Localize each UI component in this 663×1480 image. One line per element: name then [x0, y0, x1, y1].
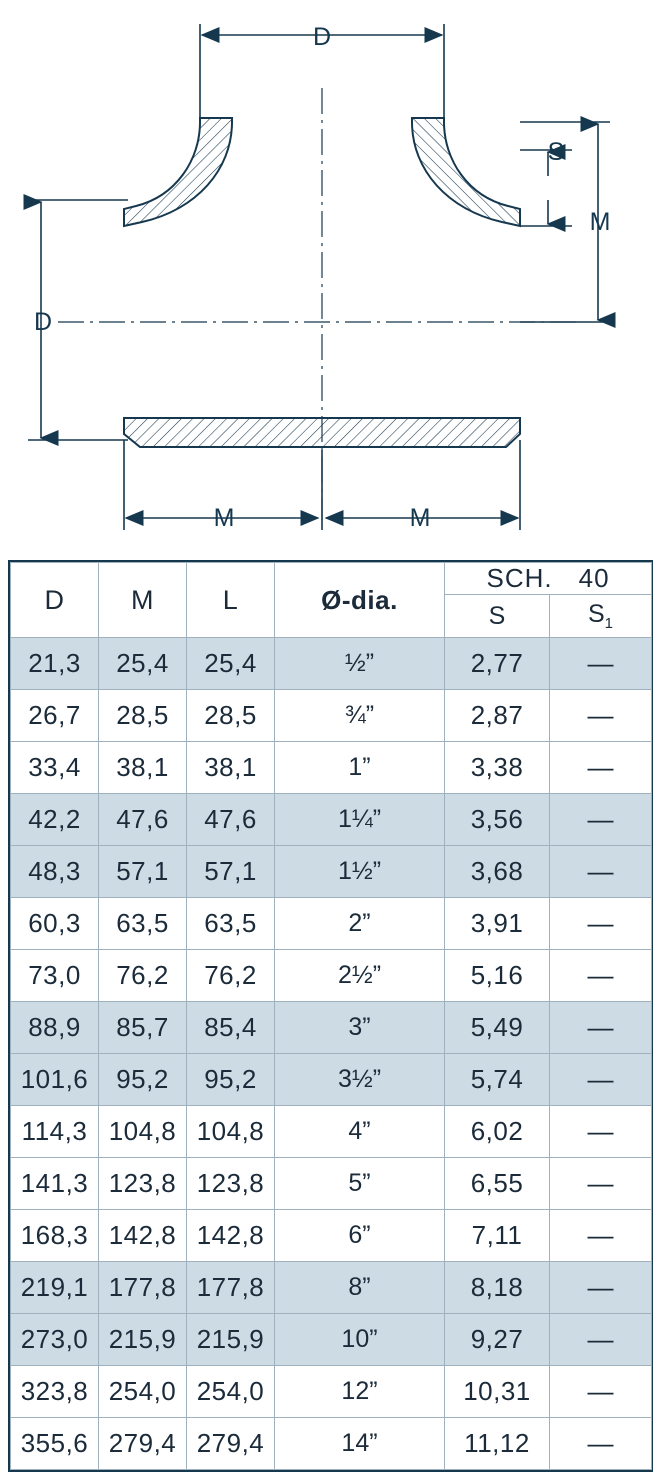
cell-m: 63,5 [99, 898, 187, 950]
label-d-left: D [33, 308, 53, 336]
cell-m: 57,1 [99, 846, 187, 898]
cell-s1: — [550, 638, 652, 690]
table-row [11, 638, 652, 690]
cell-s1: — [550, 794, 652, 846]
cell-d: 219,1 [11, 1262, 99, 1314]
cell-s1: — [550, 1158, 652, 1210]
cell-s: 3,91 [445, 898, 550, 950]
cell-diameter: ½” [275, 638, 445, 690]
table-row [11, 1106, 652, 1158]
cell-l: 76,2 [187, 950, 275, 1002]
cell-s1: — [550, 1262, 652, 1314]
header-s1-sub: 1 [604, 615, 614, 632]
cell-s: 5,16 [445, 950, 550, 1002]
label-m-bottom-left: M [213, 504, 235, 532]
cell-m: 85,7 [99, 1002, 187, 1054]
cell-s1: — [550, 1054, 652, 1106]
cell-d: 48,3 [11, 846, 99, 898]
cell-s: 2,77 [445, 638, 550, 690]
table-row [11, 950, 652, 1002]
cell-s1: — [550, 1106, 652, 1158]
cell-m: 279,4 [99, 1418, 187, 1470]
cell-l: 95,2 [187, 1054, 275, 1106]
header-s: S [445, 595, 550, 638]
header-m: M [99, 563, 187, 638]
header-schedule-word: SCH. [486, 563, 553, 593]
cell-l: 57,1 [187, 846, 275, 898]
cell-m: 95,2 [99, 1054, 187, 1106]
header-l: L [187, 563, 275, 638]
table-row [11, 1054, 652, 1106]
cell-d: 101,6 [11, 1054, 99, 1106]
cell-s: 3,56 [445, 794, 550, 846]
cell-s: 10,31 [445, 1366, 550, 1418]
cell-l: 123,8 [187, 1158, 275, 1210]
cell-d: 323,8 [11, 1366, 99, 1418]
cell-d: 21,3 [11, 638, 99, 690]
cell-d: 273,0 [11, 1314, 99, 1366]
table-row [11, 1002, 652, 1054]
cell-s1: — [550, 1418, 652, 1470]
cell-s: 3,68 [445, 846, 550, 898]
header-s1-main: S [587, 600, 605, 628]
cell-l: 279,4 [187, 1418, 275, 1470]
table-row [11, 1418, 652, 1470]
tee-fitting-svg [0, 0, 663, 556]
cell-l: 215,9 [187, 1314, 275, 1366]
cell-d: 141,3 [11, 1158, 99, 1210]
table-row [11, 898, 652, 950]
cell-m: 177,8 [99, 1262, 187, 1314]
cell-diameter: 3½” [275, 1054, 445, 1106]
table-row [11, 1314, 652, 1366]
cell-l: 85,4 [187, 1002, 275, 1054]
cell-m: 76,2 [99, 950, 187, 1002]
cell-s: 6,55 [445, 1158, 550, 1210]
cell-m: 28,5 [99, 690, 187, 742]
cell-diameter: 3” [275, 1002, 445, 1054]
cell-diameter: 8” [275, 1262, 445, 1314]
cell-diameter: 1¼” [275, 794, 445, 846]
table-row [11, 794, 652, 846]
dimension-table [10, 562, 652, 1470]
header-s1 [550, 595, 652, 638]
dimension-table-container [8, 560, 653, 1472]
cell-l: 47,6 [187, 794, 275, 846]
cell-s: 5,49 [445, 1002, 550, 1054]
cell-d: 26,7 [11, 690, 99, 742]
cell-s1: — [550, 690, 652, 742]
cell-m: 123,8 [99, 1158, 187, 1210]
table-body [11, 638, 652, 1470]
cell-l: 63,5 [187, 898, 275, 950]
cell-d: 168,3 [11, 1210, 99, 1262]
cell-d: 88,9 [11, 1002, 99, 1054]
table-row [11, 1158, 652, 1210]
cell-d: 355,6 [11, 1418, 99, 1470]
table-row [11, 1366, 652, 1418]
table-header [11, 563, 652, 638]
tee-body-outline [124, 118, 540, 447]
cell-m: 254,0 [99, 1366, 187, 1418]
table-row [11, 1262, 652, 1314]
cell-l: 254,0 [187, 1366, 275, 1418]
cell-m: 142,8 [99, 1210, 187, 1262]
cell-s1: — [550, 1002, 652, 1054]
header-d: D [11, 563, 99, 638]
cell-l: 104,8 [187, 1106, 275, 1158]
cell-s1: — [550, 742, 652, 794]
cell-d: 114,3 [11, 1106, 99, 1158]
header-diameter: Ø-dia. [275, 563, 445, 638]
cell-s1: — [550, 1210, 652, 1262]
header-schedule-value: 40 [578, 563, 610, 593]
cell-diameter: ¾” [275, 690, 445, 742]
cell-m: 47,6 [99, 794, 187, 846]
cell-d: 60,3 [11, 898, 99, 950]
cell-l: 25,4 [187, 638, 275, 690]
cell-l: 142,8 [187, 1210, 275, 1262]
center-lines [58, 88, 580, 520]
table-row [11, 690, 652, 742]
cell-s1: — [550, 1314, 652, 1366]
cell-d: 33,4 [11, 742, 99, 794]
cell-l: 28,5 [187, 690, 275, 742]
cell-l: 177,8 [187, 1262, 275, 1314]
dimension-m-bottom [124, 440, 520, 530]
tee-fitting-drawing [0, 0, 663, 556]
cell-m: 25,4 [99, 638, 187, 690]
cell-diameter: 12” [275, 1366, 445, 1418]
cell-diameter: 4” [275, 1106, 445, 1158]
table-row [11, 846, 652, 898]
cell-s1: — [550, 1366, 652, 1418]
cell-m: 215,9 [99, 1314, 187, 1366]
label-d-top: D [312, 23, 332, 51]
label-s: S [547, 138, 565, 166]
cell-s: 5,74 [445, 1054, 550, 1106]
cell-diameter: 2” [275, 898, 445, 950]
cell-diameter: 1” [275, 742, 445, 794]
cell-d: 73,0 [11, 950, 99, 1002]
cell-s: 2,87 [445, 690, 550, 742]
cell-s1: — [550, 950, 652, 1002]
cell-diameter: 14” [275, 1418, 445, 1470]
cell-s: 9,27 [445, 1314, 550, 1366]
cell-s: 3,38 [445, 742, 550, 794]
cell-s1: — [550, 846, 652, 898]
cell-d: 42,2 [11, 794, 99, 846]
cell-diameter: 5” [275, 1158, 445, 1210]
cell-diameter: 6” [275, 1210, 445, 1262]
cell-s: 7,11 [445, 1210, 550, 1262]
cell-m: 38,1 [99, 742, 187, 794]
cell-s: 6,02 [445, 1106, 550, 1158]
table-row [11, 1210, 652, 1262]
table-row [11, 742, 652, 794]
cell-diameter: 10” [275, 1314, 445, 1366]
cell-m: 104,8 [99, 1106, 187, 1158]
label-m-right: M [589, 208, 611, 236]
header-schedule [445, 563, 652, 595]
cell-s: 11,12 [445, 1418, 550, 1470]
cell-s1: — [550, 898, 652, 950]
label-m-bottom-right: M [409, 504, 431, 532]
cell-s: 8,18 [445, 1262, 550, 1314]
cell-diameter: 2½” [275, 950, 445, 1002]
cell-diameter: 1½” [275, 846, 445, 898]
cell-l: 38,1 [187, 742, 275, 794]
